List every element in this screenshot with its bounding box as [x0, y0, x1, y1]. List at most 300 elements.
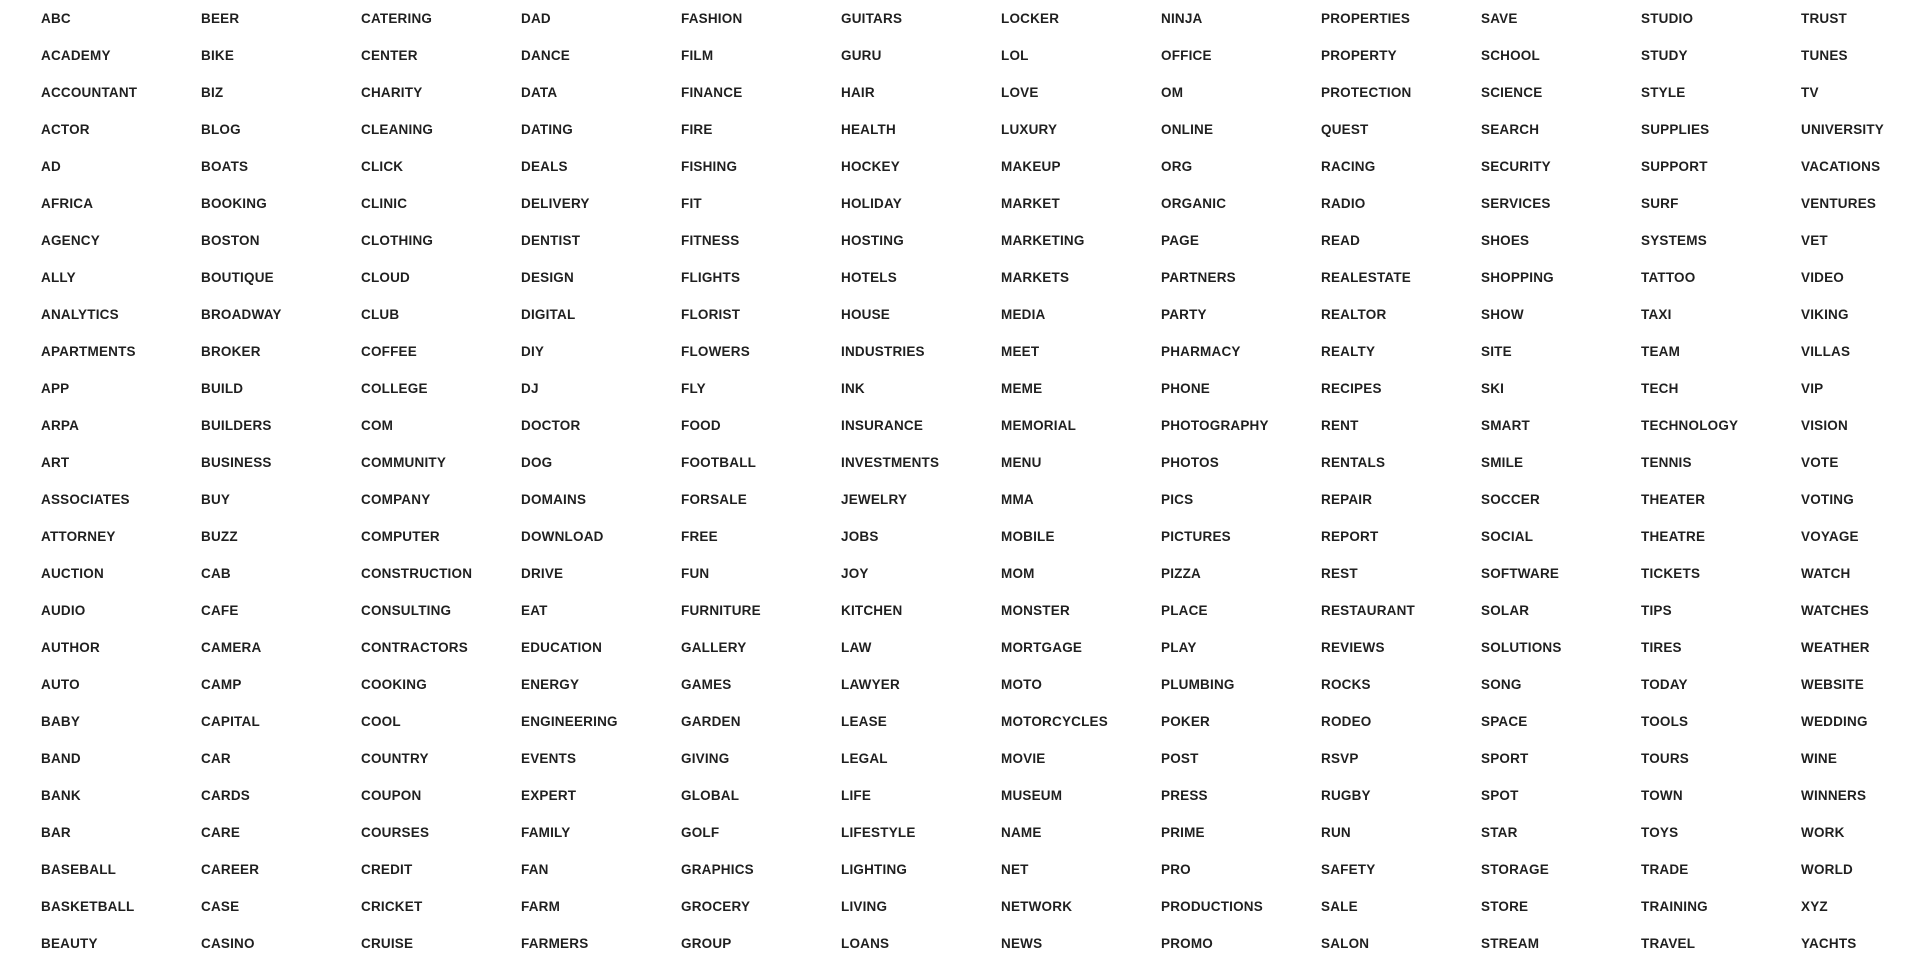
tld-link[interactable]: BABY — [41, 714, 81, 729]
tld-link[interactable]: DIY — [521, 344, 545, 359]
tld-link[interactable]: VIP — [1801, 381, 1824, 396]
tld-link[interactable]: SALON — [1321, 936, 1370, 951]
tld-link[interactable]: FLIGHTS — [681, 270, 741, 285]
tld-link[interactable]: CREDIT — [361, 862, 413, 877]
tld-link[interactable]: SKI — [1481, 381, 1505, 396]
tld-link[interactable]: FREE — [681, 529, 718, 544]
tld-link[interactable]: COUNTRY — [361, 751, 429, 766]
tld-link[interactable]: ONLINE — [1161, 122, 1214, 137]
tld-link[interactable]: PICTURES — [1161, 529, 1231, 544]
tld-link[interactable]: REALESTATE — [1321, 270, 1412, 285]
tld-link[interactable]: BROADWAY — [201, 307, 282, 322]
tld-link[interactable]: MEMORIAL — [1001, 418, 1077, 433]
tld-link[interactable]: GARDEN — [681, 714, 741, 729]
tld-link[interactable]: CRUISE — [361, 936, 414, 951]
tld-link[interactable]: TEAM — [1641, 344, 1681, 359]
tld-link[interactable]: PLACE — [1161, 603, 1208, 618]
tld-link[interactable]: BAR — [41, 825, 71, 840]
tld-link[interactable]: TOYS — [1641, 825, 1679, 840]
tld-link[interactable]: READ — [1321, 233, 1361, 248]
tld-link[interactable]: STREAM — [1481, 936, 1540, 951]
tld-link[interactable]: CONTRACTORS — [361, 640, 468, 655]
tld-link[interactable]: SMART — [1481, 418, 1530, 433]
tld-link[interactable]: FORSALE — [681, 492, 747, 507]
tld-link[interactable]: PRO — [1161, 862, 1191, 877]
tld-link[interactable]: AUTHOR — [41, 640, 100, 655]
tld-link[interactable]: SHOPPING — [1481, 270, 1554, 285]
tld-link[interactable]: COM — [361, 418, 394, 433]
tld-link[interactable]: ALLY — [41, 270, 76, 285]
tld-link[interactable]: NAME — [1001, 825, 1042, 840]
tld-link[interactable]: RENTALS — [1321, 455, 1386, 470]
tld-link[interactable]: TATTOO — [1641, 270, 1696, 285]
tld-link[interactable]: OM — [1161, 85, 1184, 100]
tld-link[interactable]: VIKING — [1801, 307, 1849, 322]
tld-link[interactable]: APARTMENTS — [41, 344, 136, 359]
tld-link[interactable]: COLLEGE — [361, 381, 428, 396]
tld-link[interactable]: SCHOOL — [1481, 48, 1540, 63]
tld-link[interactable]: SOCIAL — [1481, 529, 1534, 544]
tld-link[interactable]: PIZZA — [1161, 566, 1201, 581]
tld-link[interactable]: FIT — [681, 196, 702, 211]
tld-link[interactable]: WEDDING — [1801, 714, 1868, 729]
tld-link[interactable]: COMPUTER — [361, 529, 440, 544]
tld-link[interactable]: RUN — [1321, 825, 1351, 840]
tld-link[interactable]: LIFE — [841, 788, 872, 803]
tld-link[interactable]: WEATHER — [1801, 640, 1870, 655]
tld-link[interactable]: TOURS — [1641, 751, 1690, 766]
tld-link[interactable]: DIGITAL — [521, 307, 576, 322]
tld-link[interactable]: FLY — [681, 381, 706, 396]
tld-link[interactable]: PROTECTION — [1321, 85, 1412, 100]
tld-link[interactable]: PROMO — [1161, 936, 1214, 951]
tld-link[interactable]: CLUB — [361, 307, 400, 322]
tld-link[interactable]: STYLE — [1641, 85, 1686, 100]
tld-link[interactable]: FAN — [521, 862, 549, 877]
tld-link[interactable]: DELIVERY — [521, 196, 590, 211]
tld-link[interactable]: FIRE — [681, 122, 713, 137]
tld-link[interactable]: TAXI — [1641, 307, 1672, 322]
tld-link[interactable]: PARTY — [1161, 307, 1207, 322]
tld-link[interactable]: LOVE — [1001, 85, 1039, 100]
tld-link[interactable]: POST — [1161, 751, 1199, 766]
tld-link[interactable]: PLUMBING — [1161, 677, 1235, 692]
tld-link[interactable]: SHOES — [1481, 233, 1530, 248]
tld-link[interactable]: FOOD — [681, 418, 721, 433]
tld-link[interactable]: GALLERY — [681, 640, 747, 655]
tld-link[interactable]: RENT — [1321, 418, 1359, 433]
tld-link[interactable]: LIFESTYLE — [841, 825, 916, 840]
tld-link[interactable]: STORAGE — [1481, 862, 1549, 877]
tld-link[interactable]: TOOLS — [1641, 714, 1689, 729]
tld-link[interactable]: SPORT — [1481, 751, 1529, 766]
tld-link[interactable]: SAFETY — [1321, 862, 1376, 877]
tld-link[interactable]: ACADEMY — [41, 48, 111, 63]
tld-link[interactable]: PAGE — [1161, 233, 1200, 248]
tld-link[interactable]: BOUTIQUE — [201, 270, 274, 285]
tld-link[interactable]: SURF — [1641, 196, 1679, 211]
tld-link[interactable]: LEGAL — [841, 751, 888, 766]
tld-link[interactable]: DATA — [521, 85, 558, 100]
tld-link[interactable]: STORE — [1481, 899, 1529, 914]
tld-link[interactable]: PHOTOGRAPHY — [1161, 418, 1269, 433]
tld-link[interactable]: FURNITURE — [681, 603, 761, 618]
tld-link[interactable]: UNIVERSITY — [1801, 122, 1885, 137]
tld-link[interactable]: CAMP — [201, 677, 242, 692]
tld-link[interactable]: MARKET — [1001, 196, 1060, 211]
tld-link[interactable]: ORGANIC — [1161, 196, 1227, 211]
tld-link[interactable]: COUPON — [361, 788, 422, 803]
tld-link[interactable]: VOTING — [1801, 492, 1854, 507]
tld-link[interactable]: TOWN — [1641, 788, 1683, 803]
tld-link[interactable]: NET — [1001, 862, 1029, 877]
tld-link[interactable]: VISION — [1801, 418, 1848, 433]
tld-link[interactable]: CARE — [201, 825, 241, 840]
tld-link[interactable]: BUSINESS — [201, 455, 272, 470]
tld-link[interactable]: HAIR — [841, 85, 875, 100]
tld-link[interactable]: TENNIS — [1641, 455, 1692, 470]
tld-link[interactable]: GRAPHICS — [681, 862, 754, 877]
tld-link[interactable]: AGENCY — [41, 233, 100, 248]
tld-link[interactable]: BLOG — [201, 122, 241, 137]
tld-link[interactable]: TECH — [1641, 381, 1679, 396]
tld-link[interactable]: WATCH — [1801, 566, 1851, 581]
tld-link[interactable]: BIKE — [201, 48, 235, 63]
tld-link[interactable]: VIDEO — [1801, 270, 1845, 285]
tld-link[interactable]: PHARMACY — [1161, 344, 1241, 359]
tld-link[interactable]: NINJA — [1161, 11, 1203, 26]
tld-link[interactable]: TRUST — [1801, 11, 1847, 26]
tld-link[interactable]: WINNERS — [1801, 788, 1867, 803]
tld-link[interactable]: DOCTOR — [521, 418, 581, 433]
tld-link[interactable]: LIVING — [841, 899, 888, 914]
tld-link[interactable]: GROCERY — [681, 899, 751, 914]
tld-link[interactable]: MENU — [1001, 455, 1042, 470]
tld-link[interactable]: LAW — [841, 640, 872, 655]
tld-link[interactable]: CLOUD — [361, 270, 410, 285]
tld-link[interactable]: XYZ — [1801, 899, 1828, 914]
tld-link[interactable]: VOYAGE — [1801, 529, 1859, 544]
tld-link[interactable]: MEDIA — [1001, 307, 1046, 322]
tld-link[interactable]: HOUSE — [841, 307, 891, 322]
tld-link[interactable]: MOVIE — [1001, 751, 1046, 766]
tld-link[interactable]: TUNES — [1801, 48, 1848, 63]
tld-link[interactable]: HOCKEY — [841, 159, 900, 174]
tld-link[interactable]: REALTY — [1321, 344, 1376, 359]
tld-link[interactable]: MOTO — [1001, 677, 1043, 692]
tld-link[interactable]: TRAVEL — [1641, 936, 1696, 951]
tld-link[interactable]: JEWELRY — [841, 492, 908, 507]
tld-link[interactable]: CLINIC — [361, 196, 408, 211]
tld-link[interactable]: SITE — [1481, 344, 1512, 359]
tld-link[interactable]: ORG — [1161, 159, 1193, 174]
tld-link[interactable]: GIVING — [681, 751, 730, 766]
tld-link[interactable]: SMILE — [1481, 455, 1524, 470]
tld-link[interactable]: VOTE — [1801, 455, 1839, 470]
tld-link[interactable]: CASE — [201, 899, 240, 914]
tld-link[interactable]: PRIME — [1161, 825, 1205, 840]
tld-link[interactable]: PHONE — [1161, 381, 1211, 396]
tld-link[interactable]: QUEST — [1321, 122, 1369, 137]
tld-link[interactable]: WORLD — [1801, 862, 1853, 877]
tld-link[interactable]: CARDS — [201, 788, 251, 803]
tld-link[interactable]: ENERGY — [521, 677, 580, 692]
tld-link[interactable]: DANCE — [521, 48, 571, 63]
tld-link[interactable]: TIRES — [1641, 640, 1682, 655]
tld-link[interactable]: ACTOR — [41, 122, 90, 137]
tld-link[interactable]: BEER — [201, 11, 240, 26]
tld-link[interactable]: BAND — [41, 751, 81, 766]
tld-link[interactable]: MONSTER — [1001, 603, 1070, 618]
tld-link[interactable]: SHOW — [1481, 307, 1524, 322]
tld-link[interactable]: CHARITY — [361, 85, 423, 100]
tld-link[interactable]: MAKEUP — [1001, 159, 1061, 174]
tld-link[interactable]: CASINO — [201, 936, 255, 951]
tld-link[interactable]: HOLIDAY — [841, 196, 902, 211]
tld-link[interactable]: MEME — [1001, 381, 1043, 396]
tld-link[interactable]: BASKETBALL — [41, 899, 135, 914]
tld-link[interactable]: FASHION — [681, 11, 743, 26]
tld-link[interactable]: FITNESS — [681, 233, 740, 248]
tld-link[interactable]: CLOTHING — [361, 233, 434, 248]
tld-link[interactable]: BOSTON — [201, 233, 260, 248]
tld-link[interactable]: EDUCATION — [521, 640, 603, 655]
tld-link[interactable]: ROCKS — [1321, 677, 1371, 692]
tld-link[interactable]: RUGBY — [1321, 788, 1371, 803]
tld-link[interactable]: ASSOCIATES — [41, 492, 130, 507]
tld-link[interactable]: PICS — [1161, 492, 1194, 507]
tld-link[interactable]: INSURANCE — [841, 418, 924, 433]
tld-link[interactable]: SOLUTIONS — [1481, 640, 1562, 655]
tld-link[interactable]: MARKETS — [1001, 270, 1070, 285]
tld-link[interactable]: DENTIST — [521, 233, 581, 248]
tld-link[interactable]: SEARCH — [1481, 122, 1540, 137]
tld-link[interactable]: THEATER — [1641, 492, 1706, 507]
tld-link[interactable]: HOSTING — [841, 233, 904, 248]
tld-link[interactable]: ARPA — [41, 418, 80, 433]
tld-link[interactable]: CAMERA — [201, 640, 262, 655]
tld-link[interactable]: AUCTION — [41, 566, 104, 581]
tld-link[interactable]: FOOTBALL — [681, 455, 757, 470]
tld-link[interactable]: SONG — [1481, 677, 1522, 692]
tld-link[interactable]: REVIEWS — [1321, 640, 1385, 655]
tld-link[interactable]: INVESTMENTS — [841, 455, 940, 470]
tld-link[interactable]: OFFICE — [1161, 48, 1212, 63]
tld-link[interactable]: LOL — [1001, 48, 1029, 63]
tld-link[interactable]: POKER — [1161, 714, 1211, 729]
tld-link[interactable]: KITCHEN — [841, 603, 903, 618]
tld-link[interactable]: BOATS — [201, 159, 249, 174]
tld-link[interactable]: LAWYER — [841, 677, 900, 692]
tld-link[interactable]: VENTURES — [1801, 196, 1877, 211]
tld-link[interactable]: PHOTOS — [1161, 455, 1219, 470]
tld-link[interactable]: SYSTEMS — [1641, 233, 1707, 248]
tld-link[interactable]: MOBILE — [1001, 529, 1055, 544]
tld-link[interactable]: FUN — [681, 566, 710, 581]
tld-link[interactable]: THEATRE — [1641, 529, 1706, 544]
tld-link[interactable]: ACCOUNTANT — [41, 85, 138, 100]
tld-link[interactable]: YACHTS — [1801, 936, 1857, 951]
tld-link[interactable]: DATING — [521, 122, 573, 137]
tld-link[interactable]: STAR — [1481, 825, 1518, 840]
tld-link[interactable]: CATERING — [361, 11, 433, 26]
tld-link[interactable]: PRESS — [1161, 788, 1208, 803]
tld-link[interactable]: PROPERTY — [1321, 48, 1397, 63]
tld-link[interactable]: INK — [841, 381, 865, 396]
tld-link[interactable]: CAREER — [201, 862, 260, 877]
tld-link[interactable]: TICKETS — [1641, 566, 1701, 581]
tld-link[interactable]: DOMAINS — [521, 492, 587, 507]
tld-link[interactable]: TRAINING — [1641, 899, 1708, 914]
tld-link[interactable]: FISHING — [681, 159, 738, 174]
tld-link[interactable]: STUDY — [1641, 48, 1688, 63]
tld-link[interactable]: NEWS — [1001, 936, 1043, 951]
tld-link[interactable]: RODEO — [1321, 714, 1372, 729]
tld-link[interactable]: AD — [41, 159, 61, 174]
tld-link[interactable]: VET — [1801, 233, 1828, 248]
tld-link[interactable]: CONSTRUCTION — [361, 566, 473, 581]
tld-link[interactable]: SCIENCE — [1481, 85, 1543, 100]
tld-link[interactable]: CRICKET — [361, 899, 423, 914]
tld-link[interactable]: RACING — [1321, 159, 1376, 174]
tld-link[interactable]: AUTO — [41, 677, 80, 692]
tld-link[interactable]: CAFE — [201, 603, 239, 618]
tld-link[interactable]: MOTORCYCLES — [1001, 714, 1108, 729]
tld-link[interactable]: GURU — [841, 48, 882, 63]
tld-link[interactable]: ABC — [41, 11, 71, 26]
tld-link[interactable]: CENTER — [361, 48, 418, 63]
tld-link[interactable]: BUZZ — [201, 529, 238, 544]
tld-link[interactable]: BUILDERS — [201, 418, 272, 433]
tld-link[interactable]: CLICK — [361, 159, 404, 174]
tld-link[interactable]: PLAY — [1161, 640, 1197, 655]
tld-link[interactable]: BANK — [41, 788, 81, 803]
tld-link[interactable]: MMA — [1001, 492, 1034, 507]
tld-link[interactable]: ART — [41, 455, 70, 470]
tld-link[interactable]: ENGINEERING — [521, 714, 618, 729]
tld-link[interactable]: DOG — [521, 455, 553, 470]
tld-link[interactable]: BOOKING — [201, 196, 267, 211]
tld-link[interactable]: LOANS — [841, 936, 890, 951]
tld-link[interactable]: COOL — [361, 714, 401, 729]
tld-link[interactable]: HEALTH — [841, 122, 896, 137]
tld-link[interactable]: ATTORNEY — [41, 529, 116, 544]
tld-link[interactable]: REPORT — [1321, 529, 1379, 544]
tld-link[interactable]: RSVP — [1321, 751, 1359, 766]
tld-link[interactable]: SOFTWARE — [1481, 566, 1560, 581]
tld-link[interactable]: TIPS — [1641, 603, 1672, 618]
tld-link[interactable]: TODAY — [1641, 677, 1688, 692]
tld-link[interactable]: SAVE — [1481, 11, 1518, 26]
tld-link[interactable]: EXPERT — [521, 788, 577, 803]
tld-link[interactable]: WEBSITE — [1801, 677, 1864, 692]
tld-link[interactable]: AFRICA — [41, 196, 94, 211]
tld-link[interactable]: BROKER — [201, 344, 261, 359]
tld-link[interactable]: LIGHTING — [841, 862, 908, 877]
tld-link[interactable]: PRODUCTIONS — [1161, 899, 1263, 914]
tld-link[interactable]: RADIO — [1321, 196, 1366, 211]
tld-link[interactable]: TV — [1801, 85, 1819, 100]
tld-link[interactable]: COURSES — [361, 825, 430, 840]
tld-link[interactable]: GUITARS — [841, 11, 903, 26]
tld-link[interactable]: MOM — [1001, 566, 1035, 581]
tld-link[interactable]: DESIGN — [521, 270, 574, 285]
tld-link[interactable]: FARMERS — [521, 936, 589, 951]
tld-link[interactable]: LUXURY — [1001, 122, 1058, 137]
tld-link[interactable]: DAD — [521, 11, 551, 26]
tld-link[interactable]: FILM — [681, 48, 714, 63]
tld-link[interactable]: SECURITY — [1481, 159, 1551, 174]
tld-link[interactable]: BEAUTY — [41, 936, 98, 951]
tld-link[interactable]: TECHNOLOGY — [1641, 418, 1739, 433]
tld-link[interactable]: GOLF — [681, 825, 720, 840]
tld-link[interactable]: BUILD — [201, 381, 244, 396]
tld-link[interactable]: GROUP — [681, 936, 732, 951]
tld-link[interactable]: TRADE — [1641, 862, 1689, 877]
tld-link[interactable]: DRIVE — [521, 566, 564, 581]
tld-link[interactable]: VACATIONS — [1801, 159, 1881, 174]
tld-link[interactable]: SALE — [1321, 899, 1358, 914]
tld-link[interactable]: LOCKER — [1001, 11, 1060, 26]
tld-link[interactable]: SOLAR — [1481, 603, 1530, 618]
tld-link[interactable]: CLEANING — [361, 122, 434, 137]
tld-link[interactable]: LEASE — [841, 714, 888, 729]
tld-link[interactable]: FINANCE — [681, 85, 743, 100]
tld-link[interactable]: PARTNERS — [1161, 270, 1236, 285]
tld-link[interactable]: FLORIST — [681, 307, 741, 322]
tld-link[interactable]: VILLAS — [1801, 344, 1851, 359]
tld-link[interactable]: CONSULTING — [361, 603, 452, 618]
tld-link[interactable]: FAMILY — [521, 825, 571, 840]
tld-link[interactable]: COFFEE — [361, 344, 417, 359]
tld-link[interactable]: MARKETING — [1001, 233, 1085, 248]
tld-link[interactable]: SPOT — [1481, 788, 1519, 803]
tld-link[interactable]: WORK — [1801, 825, 1845, 840]
tld-link[interactable]: RECIPES — [1321, 381, 1382, 396]
tld-link[interactable]: WINE — [1801, 751, 1838, 766]
tld-link[interactable]: JOY — [841, 566, 869, 581]
tld-link[interactable]: GLOBAL — [681, 788, 740, 803]
tld-link[interactable]: MEET — [1001, 344, 1040, 359]
tld-link[interactable]: REPAIR — [1321, 492, 1373, 507]
tld-link[interactable]: MUSEUM — [1001, 788, 1063, 803]
tld-link[interactable]: SERVICES — [1481, 196, 1551, 211]
tld-link[interactable]: SOCCER — [1481, 492, 1540, 507]
tld-link[interactable]: NETWORK — [1001, 899, 1073, 914]
tld-link[interactable]: GAMES — [681, 677, 732, 692]
tld-link[interactable]: MORTGAGE — [1001, 640, 1083, 655]
tld-link[interactable]: EAT — [521, 603, 548, 618]
tld-link[interactable]: BIZ — [201, 85, 224, 100]
tld-link[interactable]: EVENTS — [521, 751, 577, 766]
tld-link[interactable]: SUPPLIES — [1641, 122, 1710, 137]
tld-link[interactable]: BUY — [201, 492, 231, 507]
tld-link[interactable]: COOKING — [361, 677, 427, 692]
tld-link[interactable]: CAPITAL — [201, 714, 260, 729]
tld-link[interactable]: AUDIO — [41, 603, 86, 618]
tld-link[interactable]: DEALS — [521, 159, 568, 174]
tld-link[interactable]: WATCHES — [1801, 603, 1869, 618]
tld-link[interactable]: FLOWERS — [681, 344, 750, 359]
tld-link[interactable]: APP — [41, 381, 70, 396]
tld-link[interactable]: CAB — [201, 566, 231, 581]
tld-link[interactable]: PROPERTIES — [1321, 11, 1411, 26]
tld-link[interactable]: ANALYTICS — [41, 307, 119, 322]
tld-link[interactable]: STUDIO — [1641, 11, 1694, 26]
tld-link[interactable]: CAR — [201, 751, 231, 766]
tld-link[interactable]: SPACE — [1481, 714, 1528, 729]
tld-link[interactable]: COMPANY — [361, 492, 431, 507]
